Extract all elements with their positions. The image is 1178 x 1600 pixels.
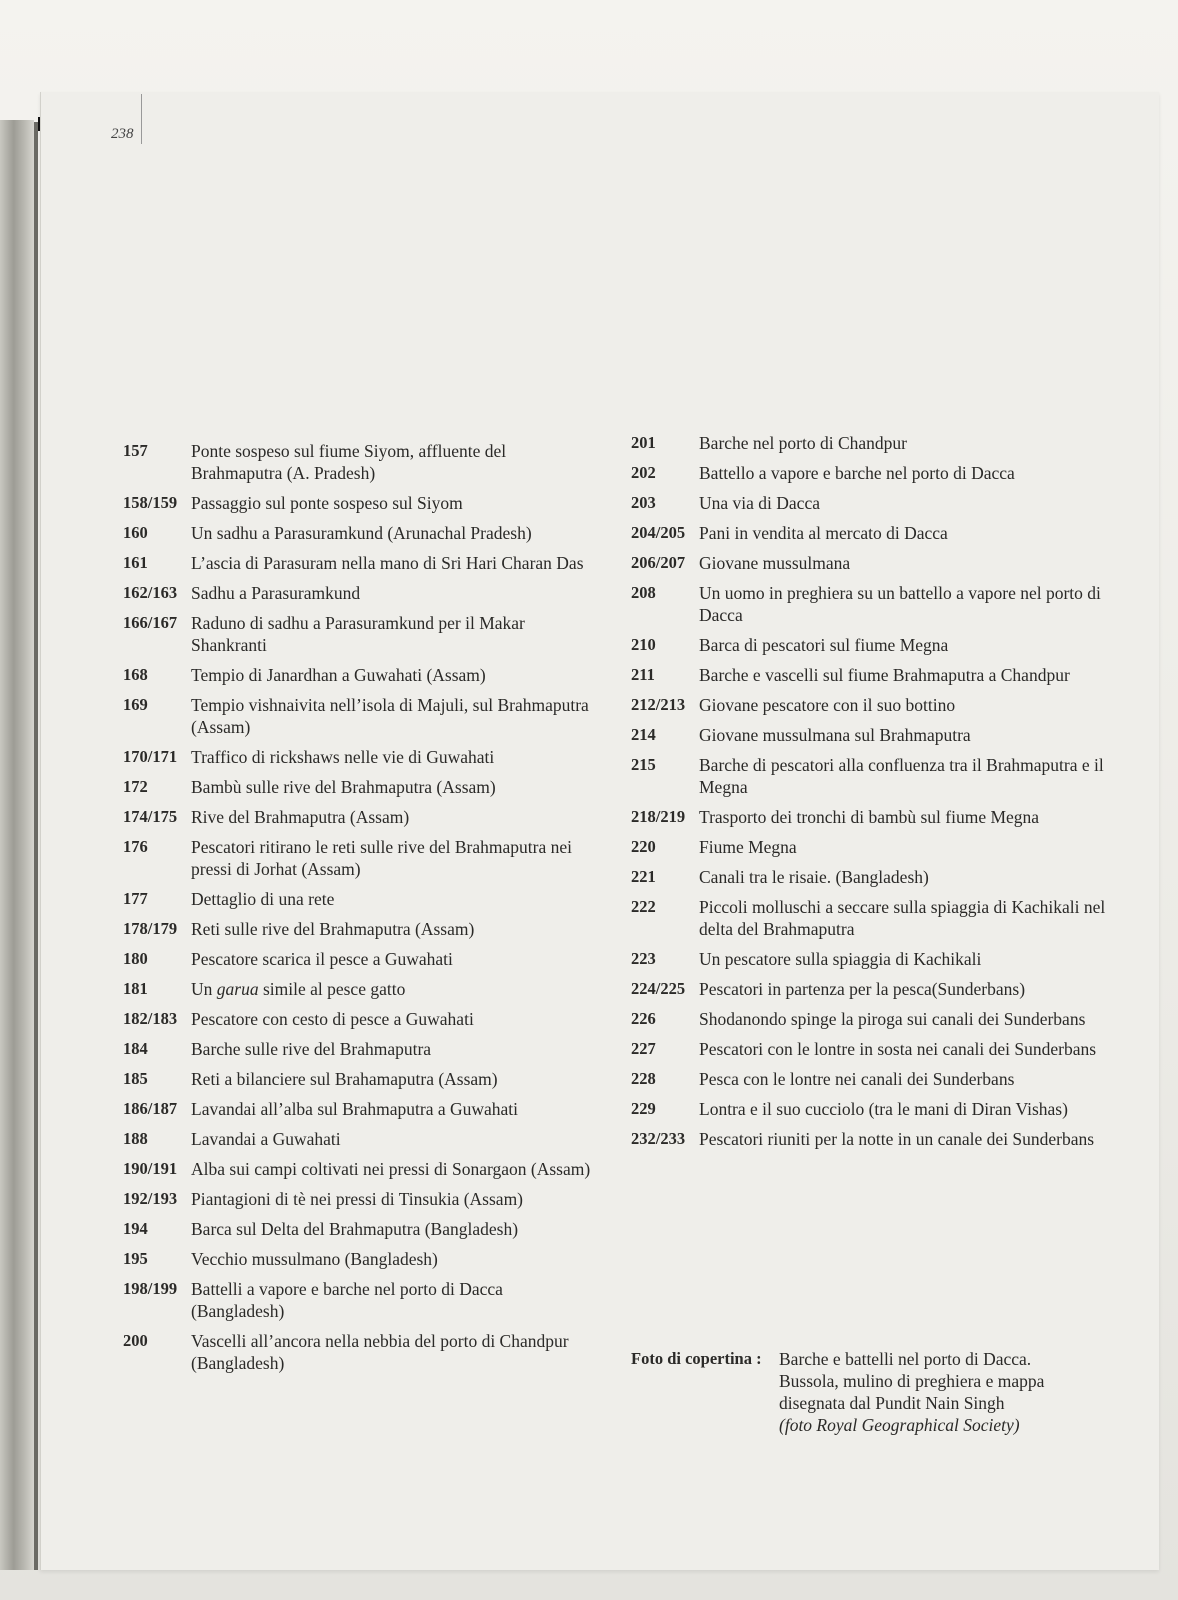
caption-entry xyxy=(123,888,593,910)
caption-entry xyxy=(631,1098,1111,1120)
cover-photo-credit xyxy=(631,1348,1111,1436)
caption-text: Barche nel porto di Chandpur xyxy=(699,433,908,453)
caption-number: 160 xyxy=(123,523,148,542)
caption-text: Bambù sulle rive del Brahmaputra (Assam) xyxy=(191,777,496,797)
book-spine-shadow xyxy=(34,122,38,1570)
caption-entry xyxy=(631,664,1111,686)
caption-entry xyxy=(123,836,593,880)
caption-text: Trasporto dei tronchi di bambù sul fiume Megna xyxy=(699,807,1040,827)
caption-number: 212/213 xyxy=(631,695,686,714)
caption-entry xyxy=(631,896,1111,940)
caption-entry xyxy=(631,492,1111,514)
caption-number: 200 xyxy=(123,1331,148,1350)
caption-text: Rive del Brahmaputra (Assam) xyxy=(191,807,410,827)
caption-entry xyxy=(631,1008,1111,1030)
caption-text: Pescatore con cesto di pesce a Guwahati xyxy=(191,1009,474,1029)
caption-entry xyxy=(123,1188,593,1210)
caption-entry xyxy=(631,948,1111,970)
caption-number: 170/171 xyxy=(123,747,178,766)
caption-entry xyxy=(123,1248,593,1270)
caption-entry xyxy=(123,522,593,544)
caption-number: 204/205 xyxy=(631,523,686,542)
caption-text: Dettaglio di una rete xyxy=(191,889,335,909)
caption-number: 177 xyxy=(123,889,148,908)
caption-entry xyxy=(123,1008,593,1030)
caption-text: Piccoli molluschi a seccare sulla spiaggia di Kachikali nel delta del Brahmaputra xyxy=(699,897,1106,939)
caption-number: 166/167 xyxy=(123,613,178,632)
caption-number: 190/191 xyxy=(123,1159,178,1178)
caption-text: Piantagioni di tè nei pressi di Tinsukia (Assam) xyxy=(191,1189,524,1209)
caption-number: 180 xyxy=(123,949,148,968)
caption-text: Shodanondo spinge la piroga sui canali dei Sunderbans xyxy=(699,1009,1086,1029)
caption-number: 169 xyxy=(123,695,148,714)
caption-number: 206/207 xyxy=(631,553,686,572)
caption-entry xyxy=(123,664,593,686)
caption-entry xyxy=(123,440,593,484)
caption-number: 192/193 xyxy=(123,1189,178,1208)
cover-line-1: Barche e battelli nel porto di Dacca. xyxy=(779,1349,1032,1369)
caption-number: 181 xyxy=(123,979,148,998)
caption-entry xyxy=(123,552,593,574)
caption-entry xyxy=(631,462,1111,484)
caption-number: 214 xyxy=(631,725,656,744)
caption-number: 222 xyxy=(631,897,656,916)
caption-entry xyxy=(123,746,593,768)
caption-number: 232/233 xyxy=(631,1129,686,1148)
caption-text: Lavandai a Guwahati xyxy=(191,1129,341,1149)
caption-entry xyxy=(631,1128,1111,1150)
caption-entry xyxy=(631,978,1111,1000)
caption-entry xyxy=(631,582,1111,626)
caption-number: 203 xyxy=(631,493,656,512)
caption-entry xyxy=(631,552,1111,574)
caption-text: Raduno di sadhu a Parasuramkund per il Makar Shankranti xyxy=(191,613,525,655)
caption-entry xyxy=(123,806,593,828)
caption-text: Battello a vapore e barche nel porto di Dacca xyxy=(699,463,1015,483)
caption-text: Una via di Dacca xyxy=(699,493,820,513)
caption-entry xyxy=(123,948,593,970)
caption-text: Passaggio sul ponte sospeso sul Siyom xyxy=(191,493,463,513)
caption-text: Giovane pescatore con il suo bottino xyxy=(699,695,956,715)
caption-entry xyxy=(123,1330,593,1374)
caption-text: L’ascia di Parasuram nella mano di Sri Hari Charan Das xyxy=(191,553,584,573)
caption-text: Pesca con le lontre nei canali dei Sunderbans xyxy=(699,1069,1015,1089)
caption-number: 178/179 xyxy=(123,919,178,938)
book-page xyxy=(40,92,1159,1570)
caption-number: 185 xyxy=(123,1069,148,1088)
caption-entry xyxy=(123,1098,593,1120)
caption-entry xyxy=(631,1038,1111,1060)
caption-entry xyxy=(123,492,593,514)
caption-text: Fiume Megna xyxy=(699,837,797,857)
caption-number: 228 xyxy=(631,1069,656,1088)
caption-number: 202 xyxy=(631,463,656,482)
caption-number: 198/199 xyxy=(123,1279,178,1298)
caption-entry xyxy=(123,1218,593,1240)
caption-number: 161 xyxy=(123,553,148,572)
caption-entry xyxy=(631,634,1111,656)
caption-entry xyxy=(123,776,593,798)
caption-number: 218/219 xyxy=(631,807,686,826)
caption-text: Pescatori con le lontre in sosta nei canali dei Sunderbans xyxy=(699,1039,1097,1059)
caption-number: 176 xyxy=(123,837,148,856)
caption-number: 211 xyxy=(631,665,655,684)
page-number: 238 xyxy=(111,126,134,142)
book-spine-edge xyxy=(0,120,34,1570)
caption-number: 229 xyxy=(631,1099,656,1118)
caption-entry xyxy=(631,806,1111,828)
caption-text: Giovane mussulmana xyxy=(699,553,851,573)
caption-number: 210 xyxy=(631,635,656,654)
caption-text: Barca di pescatori sul fiume Megna xyxy=(699,635,949,655)
caption-text: Lontra e il suo cucciolo (tra le mani di Diran Vishas) xyxy=(699,1099,1068,1119)
caption-text: Reti sulle rive del Brahmaputra (Assam) xyxy=(191,919,475,939)
caption-number: 208 xyxy=(631,583,656,602)
page-number-rule xyxy=(141,94,142,144)
caption-number: 188 xyxy=(123,1129,148,1148)
caption-text: Giovane mussulmana sul Brahmaputra xyxy=(699,725,971,745)
cover-photo-description xyxy=(779,1348,1111,1436)
caption-text xyxy=(191,978,593,1000)
caption-number: 158/159 xyxy=(123,493,178,512)
cover-credit: (foto Royal Geographical Society) xyxy=(779,1415,1020,1435)
caption-entry xyxy=(123,978,593,1000)
caption-entry xyxy=(631,754,1111,798)
caption-number: 227 xyxy=(631,1039,656,1058)
caption-text: Un pescatore sulla spiaggia di Kachikali xyxy=(699,949,982,969)
caption-number: 223 xyxy=(631,949,656,968)
caption-text: Lavandai all’alba sul Brahmaputra a Guwahati xyxy=(191,1099,519,1119)
caption-number: 215 xyxy=(631,755,656,774)
caption-number: 194 xyxy=(123,1219,148,1238)
caption-text: Pani in vendita al mercato di Dacca xyxy=(699,523,948,543)
caption-text: Un sadhu a Parasuramkund (Arunachal Pradesh) xyxy=(191,523,532,543)
caption-list-left xyxy=(123,440,593,1382)
caption-text: Alba sui campi coltivati nei pressi di Sonargaon (Assam) xyxy=(191,1159,591,1179)
caption-entry xyxy=(123,582,593,604)
caption-text: Barche di pescatori alla confluenza tra il Brahmaputra e il Megna xyxy=(699,755,1104,797)
caption-text: Pescatori ritirano le reti sulle rive del Brahmaputra nei pressi di Jorhat (Assam) xyxy=(191,837,572,879)
caption-number: 182/183 xyxy=(123,1009,178,1028)
caption-text: Canali tra le risaie. (Bangladesh) xyxy=(699,867,929,887)
caption-number: 220 xyxy=(631,837,656,856)
caption-number: 224/225 xyxy=(631,979,686,998)
caption-number: 157 xyxy=(123,441,148,460)
caption-text: Vascelli all’ancora nella nebbia del porto di Chandpur (Bangladesh) xyxy=(191,1331,569,1373)
caption-number: 184 xyxy=(123,1039,148,1058)
caption-entry xyxy=(631,694,1111,716)
caption-text: Sadhu a Parasuramkund xyxy=(191,583,361,603)
caption-entry xyxy=(123,1038,593,1060)
caption-entry xyxy=(631,866,1111,888)
caption-number: 195 xyxy=(123,1249,148,1268)
caption-number: 162/163 xyxy=(123,583,178,602)
caption-text: Vecchio mussulmano (Bangladesh) xyxy=(191,1249,438,1269)
caption-text: Reti a bilanciere sul Brahamaputra (Assam) xyxy=(191,1069,498,1089)
caption-entry xyxy=(631,724,1111,746)
caption-number: 186/187 xyxy=(123,1099,178,1118)
caption-entry xyxy=(631,836,1111,858)
caption-text: Un uomo in preghiera su un battello a vapore nel porto di Dacca xyxy=(699,583,1101,625)
caption-text-before: Un xyxy=(191,979,217,999)
caption-entry xyxy=(123,1128,593,1150)
cover-photo-label: Foto di copertina : xyxy=(631,1349,762,1368)
caption-number: 201 xyxy=(631,433,656,452)
caption-number: 174/175 xyxy=(123,807,178,826)
caption-text: Battelli a vapore e barche nel porto di Dacca (Bangladesh) xyxy=(191,1279,503,1321)
caption-text: Pescatori riuniti per la notte in un canale dei Sunderbans xyxy=(699,1129,1095,1149)
caption-entry xyxy=(123,1278,593,1322)
caption-entry xyxy=(631,1068,1111,1090)
caption-list-right xyxy=(631,432,1111,1158)
caption-number: 221 xyxy=(631,867,656,886)
caption-text: Tempio di Janardhan a Guwahati (Assam) xyxy=(191,665,486,685)
caption-number: 226 xyxy=(631,1009,656,1028)
caption-entry xyxy=(123,918,593,940)
caption-text-after: simile al pesce gatto xyxy=(258,979,406,999)
caption-entry xyxy=(123,1158,593,1180)
caption-text: Barche sulle rive del Brahmaputra xyxy=(191,1039,432,1059)
caption-text: Tempio vishnaivita nell’isola di Majuli, sul Brahmaputra (Assam) xyxy=(191,695,589,737)
caption-entry xyxy=(123,612,593,656)
cover-line-2: Bussola, mulino di preghiera e mappa disegnata dal Pundit Nain Singh xyxy=(779,1371,1045,1413)
caption-entry xyxy=(123,694,593,738)
caption-entry xyxy=(631,522,1111,544)
caption-entry xyxy=(631,432,1111,454)
caption-text: Traffico di rickshaws nelle vie di Guwahati xyxy=(191,747,495,767)
caption-text: Pescatori in partenza per la pesca(Sunderbans) xyxy=(699,979,1026,999)
caption-text: Pescatore scarica il pesce a Guwahati xyxy=(191,949,453,969)
caption-text-italic: garua xyxy=(216,979,259,999)
caption-text: Barche e vascelli sul fiume Brahmaputra a Chandpur xyxy=(699,665,1070,685)
caption-text: Ponte sospeso sul fiume Siyom, affluente del Brahmaputra (A. Pradesh) xyxy=(191,441,507,483)
caption-text: Barca sul Delta del Brahmaputra (Bangladesh) xyxy=(191,1219,519,1239)
caption-entry xyxy=(123,1068,593,1090)
caption-number: 168 xyxy=(123,665,148,684)
caption-number: 172 xyxy=(123,777,148,796)
